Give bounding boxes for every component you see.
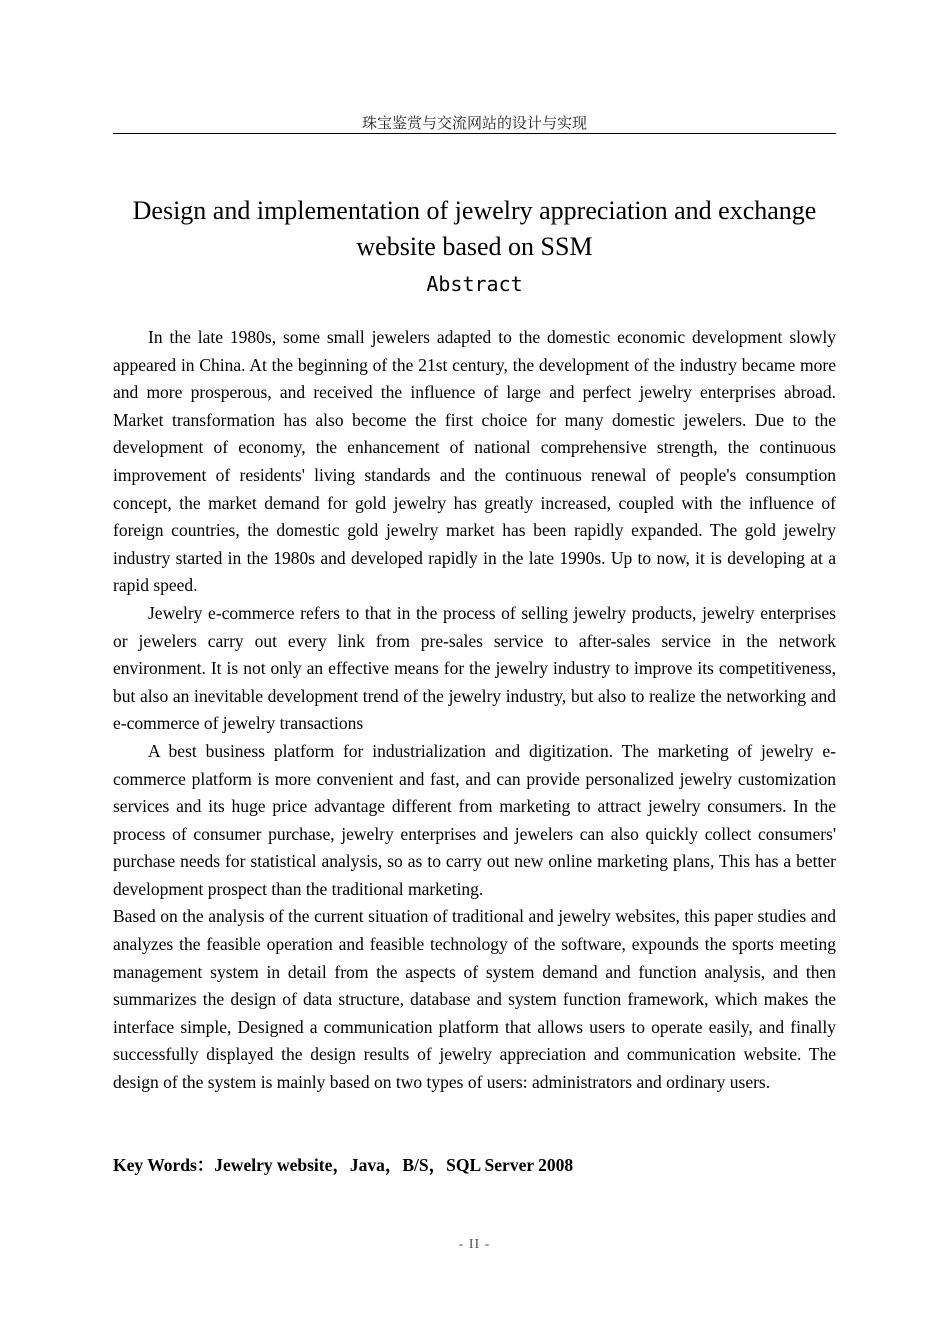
- abstract-paragraph-1: In the late 1980s, some small jewelers adapted to the domestic economic development slowly appeared in China. At the beginning of the 21st century, the development of the industry became more and more prosperous, and received the influence of large and perfect jewelry enterprises abroad. Market transformation has also become the first choice for many domestic jewelers. Due to the development of economy, the enhancement of national comprehensive strength, the continuous improvement of residents' living standards and the continuous renewal of people's consumption concept, the market demand for gold jewelry has greatly increased, coupled with the influence of foreign countries, the domestic gold jewelry market has been rapidly expanded. The gold jewelry industry started in the 1980s and developed rapidly in the late 1990s. Up to now, it is developing at a rapid speed.: [113, 327, 836, 596]
- abstract-paragraph-3: A best business platform for industrialization and digitization. The marketing of jewelry e-commerce platform is more convenient and fast, and can provide personalized jewelry customization services and its huge price advantage different from marketing to attract jewelry consumers. In the process of consumer purchase, jewelry enterprises and jewelers can also quickly collect consumers' purchase needs for statistical analysis, so as to carry out new online marketing plans, This has a better development prospect than the traditional marketing.: [113, 740, 836, 899]
- paper-title-line-2: website based on SSM: [356, 232, 593, 261]
- abstract-paragraph-4: Based on the analysis of the current situation of traditional and jewelry websites, this paper studies and analyzes the feasible operation and feasible technology of the software, expounds the sports meeting management system in detail from the aspects of system demand and function analysis, and then summarizes the design of data structure, database and system function framework, which makes the interface simple, Designed a communication platform that allows users to operate easily, and finally successfully displayed the design results of jewelry appreciation and communication website. The design of the system is mainly based on two types of users: administrators and ordinary users.: [113, 906, 836, 1093]
- paper-title: [113, 193, 836, 265]
- running-header: 珠宝鉴赏与交流网站的设计与实现: [361, 114, 587, 132]
- header-rule: [113, 133, 836, 134]
- page-number: - II -: [458, 1237, 491, 1252]
- abstract-body: [113, 324, 836, 1097]
- keywords: Key Words：Jewelry website，Java，B/S，SQL Server 2008: [113, 1155, 574, 1175]
- abstract-paragraph-2: Jewelry e-commerce refers to that in the process of selling jewelry products, jewelry enterprises or jewelers carry out every link from pre-sales service to after-sales service in the network environment. It is not only an effective means for the jewelry industry to improve its competitiveness, but also an inevitable development trend of the jewelry industry, but also to realize the networking and e-commerce of jewelry transactions: [113, 602, 836, 734]
- abstract-heading: Abstract: [426, 272, 523, 296]
- paper-title-line-1: Design and implementation of jewelry appreciation and exchange: [132, 196, 817, 225]
